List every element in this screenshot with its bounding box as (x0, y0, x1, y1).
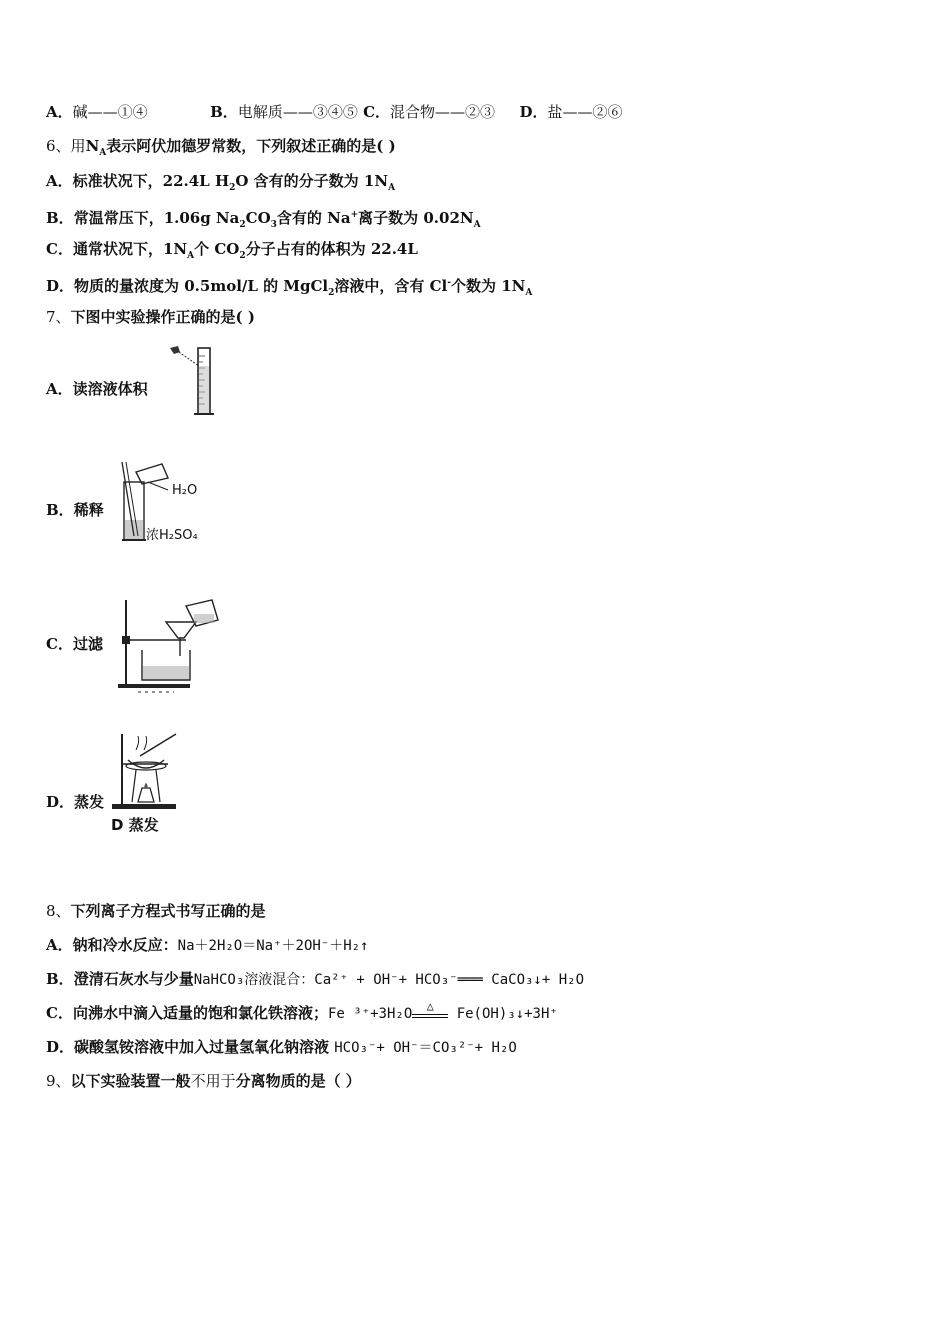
q6-b-sup: + (350, 210, 359, 220)
q6-d-pre: 物质的量浓度为 0.5mol/L 的 MgCl (74, 277, 329, 295)
evaporation-figure (110, 730, 186, 810)
q8-c-equation-left: Fe ³⁺+3H₂O (327, 1006, 413, 1022)
q9-number: 9、 (46, 1072, 71, 1090)
q8-option-a (46, 935, 369, 956)
q8-number: 8、 (46, 902, 71, 920)
q6-b-mid3: 离子数为 0.02N (358, 209, 474, 227)
q6-na: N (85, 137, 100, 155)
q8-option-b (46, 969, 584, 990)
q5-option-d-text: 盐——②⑥ (547, 103, 623, 121)
evaporation-caption: D 蒸发 (111, 816, 159, 834)
q8-d-equation: HCO₃⁻+ OH⁻＝CO₃²⁻+ H₂O (334, 1040, 517, 1056)
q7-option-b (46, 500, 104, 520)
q8-b-mid: NaHCO₃溶液混合： (193, 972, 315, 988)
q9-stem-emphasis: 不用于 (190, 1072, 236, 1090)
q6-option-a (46, 171, 395, 198)
q8-c-equation-right: Fe(OH)₃↓+3H⁺ (448, 1006, 558, 1022)
q6-c-sub1: A (187, 251, 195, 261)
q7-stem-text: 下图中实验操作正确的是( ) (70, 308, 255, 326)
q6-option-b (46, 205, 481, 235)
q6-a-sub1: 2 (229, 183, 236, 193)
heat-condition-icon: △ (426, 999, 434, 1013)
q8-c-condition-arrow (412, 999, 448, 1018)
q8-option-c (46, 999, 558, 1024)
q8-a-text: 钠和冷水反应： (72, 936, 178, 954)
q7-option-d (46, 792, 104, 812)
q8-d-label: D． (46, 1038, 75, 1056)
q7-option-a (46, 379, 148, 399)
q6-c-post: 分子占有的体积为 22.4L (245, 240, 418, 258)
q6-d-label: D． (46, 277, 75, 295)
dilution-acid-label: 浓H₂SO₄ (146, 528, 198, 543)
q6-a-mid: O 含有的分子数为 1N (235, 172, 389, 190)
q9-stem-pre: 以下实验装置一般 (70, 1072, 191, 1090)
q7-a-label: A． (46, 380, 73, 398)
q7-stem (46, 307, 255, 327)
q5-option-c-label: C． (363, 103, 391, 121)
q8-option-d (46, 1037, 517, 1058)
q7-option-c (46, 634, 103, 654)
filtration-figure (116, 596, 224, 696)
q6-a-label: A． (46, 172, 73, 190)
q6-c-sub2: 2 (239, 251, 246, 261)
graduated-cylinder-figure (166, 342, 226, 420)
q5-options-line (46, 102, 623, 122)
q6-c-pre: 通常状况下，1N (72, 240, 188, 258)
q9-stem-post: 分离物质的是（ ） (235, 1072, 361, 1090)
q6-a-pre: 标准状况下，22.4L H (72, 172, 230, 190)
q7-a-text: 读溶液体积 (72, 380, 148, 398)
q7-d-label: D． (46, 793, 75, 811)
q6-stem-pre: 用 (70, 137, 86, 155)
q8-b-equation: Ca²⁺ + OH⁻+ HCO₃⁻═══ CaCO₃↓+ H₂O (314, 972, 584, 988)
q5-option-c-text: 混合物——②③ (390, 103, 496, 121)
q6-na-sub: A (99, 148, 107, 158)
q6-b-sub3: A (473, 220, 481, 230)
q6-b-label: B． (46, 209, 74, 227)
q8-stem-text: 下列离子方程式书写正确的是 (70, 902, 266, 920)
q6-b-sub1: 2 (239, 220, 246, 230)
q8-b-text: 澄清石灰水与少量 (73, 970, 194, 988)
q8-d-text: 碳酸氢铵溶液中加入过量氢氧化钠溶液 (74, 1038, 335, 1056)
q8-stem (46, 901, 266, 921)
q6-option-d (46, 273, 532, 303)
q8-c-label: C． (46, 1004, 73, 1022)
q6-c-mid: 个 CO (194, 240, 240, 258)
q6-d-mid2: 个数为 1N (451, 277, 526, 295)
q6-b-mid2: 含有的 Na (276, 209, 351, 227)
dilution-water-label: H₂O (172, 483, 198, 498)
q6-stem-post: 表示阿伏加德罗常数，下列叙述正确的是( ) (106, 137, 396, 155)
q6-b-pre: 常温常压下，1.06g Na (73, 209, 240, 227)
q8-a-label: A． (46, 936, 73, 954)
q8-a-equation: Na＋2H₂O＝Na⁺＋2OH⁻＋H₂↑ (177, 938, 369, 954)
q5-option-a-label: A． (46, 103, 73, 121)
q7-b-label: B． (46, 501, 74, 519)
q7-c-label: C． (46, 635, 73, 653)
q6-stem (46, 136, 396, 163)
q7-d-text: 蒸发 (74, 793, 105, 811)
q7-number: 7、 (46, 308, 71, 326)
q6-d-sub1: 2 (328, 288, 335, 298)
q6-d-mid: 溶液中，含有 Cl (334, 277, 448, 295)
q6-a-sub2: A (388, 183, 396, 193)
q7-c-text: 过滤 (72, 635, 103, 653)
q9-stem (46, 1071, 361, 1091)
q5-option-b-label: B． (210, 103, 238, 121)
q8-b-label: B． (46, 970, 74, 988)
q6-d-sub2: A (525, 288, 533, 298)
q6-b-mid1: CO (245, 209, 271, 227)
q8-c-text: 向沸水中滴入适量的饱和氯化铁溶液； (72, 1004, 328, 1022)
q5-option-b-text: 电解质——③④⑤ (237, 103, 358, 121)
q6-number: 6、 (46, 137, 71, 155)
q7-b-text: 稀释 (73, 501, 104, 519)
q5-option-a-text: 碱——①④ (72, 103, 148, 121)
q5-option-d-label: D． (519, 103, 548, 121)
q6-d-sup: - (447, 278, 451, 288)
q6-option-c (46, 239, 418, 266)
q6-b-sub2: 3 (270, 220, 277, 230)
q6-c-label: C． (46, 240, 73, 258)
